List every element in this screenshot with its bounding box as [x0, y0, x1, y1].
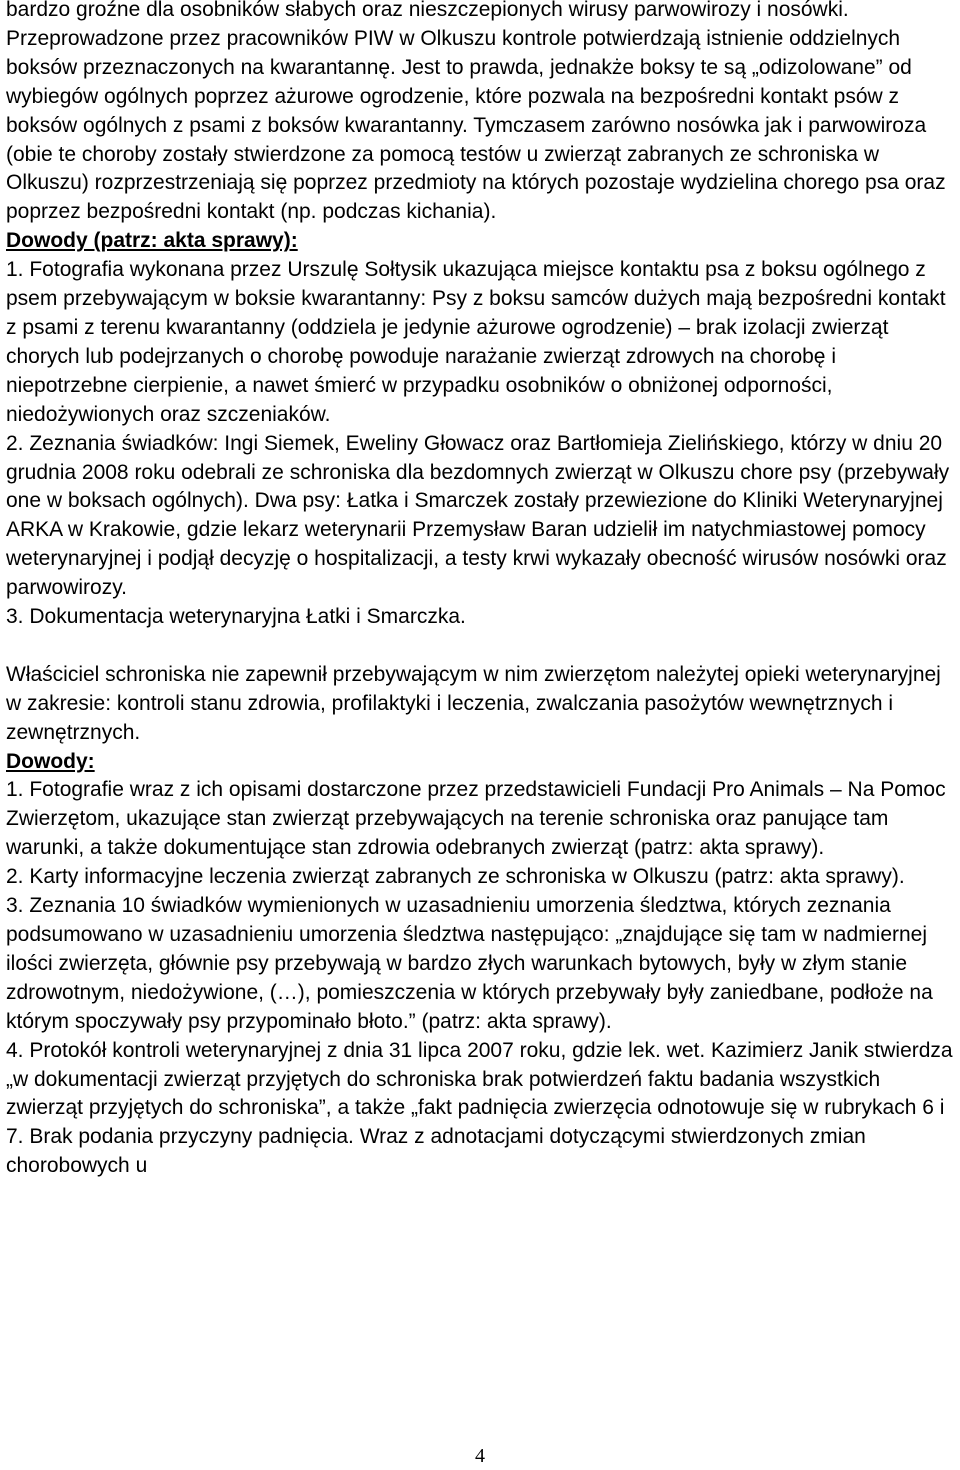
paragraph-gap [6, 632, 954, 661]
evidence-1-item-3: 3. Dokumentacja weterynaryjna Łatki i Smarczka. [6, 605, 466, 629]
intro-paragraph-2: Przeprowadzone przez pracowników PIW w Olkuszu kontrole potwierdzają istnienie oddzielnych boksów przeznaczonych na kwarantannę. Jest to prawda, jednakże boksy te są „odizolowane” od wybiegów ogólnych poprzez ażurowe ogrodzenie, które pozwala na bezpośredni kontakt psów z boksów ogólnych z psami z boksów kwarantanny. Tymczasem zarówno nosówka jak i parwowiroza (obie te choroby zostały stwierdzone za pomocą testów u zwierząt zabranych ze schroniska w Olkuszu) rozprzestrzeniają się poprzez przedmioty na których pozostaje wydzielina chorego psa oraz poprzez bezpośredni kontakt (np. podczas kichania). [6, 26, 946, 224]
page-number: 4 [475, 1445, 485, 1467]
evidence-2-item-1: 1. Fotografie wraz z ich opisami dostarczone przez przedstawicieli Fundacji Pro Animals – Na Pomoc Zwierzętom, ukazujące stan zwierząt przebywających na terenie schroniska oraz panujące tam warunki, a także dokumentujące stan zdrowia odebranych zwierząt (patrz: akta sprawy). [6, 778, 946, 860]
intro-paragraph-1: bardzo groźne dla osobników słabych oraz nieszczepionych wirusy parwowirozy i nosówki. [6, 0, 849, 21]
evidence-2-item-3: 3. Zeznania 10 świadków wymienionych w uzasadnieniu umorzenia śledztwa, których zeznania podsumowano w uzasadnieniu umorzenia śledztwa następująco: „znajdujące się tam w nadmiernej ilości zwierzęta, głównie psy przebywają w bardzo złych warunkach bytowych, były w złym stanie zdrowotnym, niedożywione, (…), pomieszczenia w których przebywały były zaniedbane, podłoże na którym spoczywały psy przypominało błoto.” (patrz: akta sprawy). [6, 894, 933, 1033]
evidence-2-item-4: 4. Protokół kontroli weterynaryjnej z dnia 31 lipca 2007 roku, gdzie lek. wet. Kazimierz Janik stwierdza „w dokumentacji zwierząt przyjętych do schroniska brak potwierdzeń faktu badania wszystkich zwierząt przyjętych do schroniska”, a także „fakt padnięcia zwierzęcia odnotowuje się w rubrykach 6 i 7. Brak podania przyczyny padnięcia. Wraz z adnotacjami dotyczącymi stwierdzonych zmian chorobowych u [6, 1038, 953, 1178]
statement-2: Właściciel schroniska nie zapewnił przebywającym w nim zwierzętom należytej opieki weterynaryjnej w zakresie: kontroli stanu zdrowia, profilaktyki i leczenia, zwalczania pasożytów wewnętrznych i zewnętrznych. [6, 662, 941, 744]
evidence-heading-1: Dowody (patrz: akta sprawy): [6, 229, 298, 253]
evidence-1-item-1: 1. Fotografia wykonana przez Urszulę Sołtysik ukazująca miejsce kontaktu psa z boksu ogólnego z psem przebywającym w boksie kwarantanny: Psy z boksu samców dużych mają bezpośredni kontakt z psami z terenu kwarantanny (oddziela je jedynie ażurowe ogrodzenie) – brak izolacji zwierząt chorych lub podejrzanych o chorobę powoduje narażanie zwierząt zdrowych na chorobę i niepotrzebne cierpienie, a nawet śmierć w przypadku osobników o obniżonej odporności, niedożywionych oraz szczeniaków. [6, 258, 946, 426]
evidence-1-item-2: 2. Zeznania świadków: Ingi Siemek, Eweliny Głowacz oraz Bartłomieja Zielińskiego, którzy w dniu 20 grudnia 2008 roku odebrali ze schroniska dla bezdomnych zwierząt w Olkuszu chore psy (przebywały one w boksach ogólnych). Dwa psy: Łatka i Smarczek zostały przewiezione do Kliniki Weterynaryjnej ARKA w Krakowie, gdzie lekarz weterynarii Przemysław Baran udzielił im natychmiastowej pomocy weterynaryjnej i podjął decyzję o hospitalizacji, a testy krwi wykazały obecność wirusów nosówki oraz parwowirozy. [6, 431, 950, 600]
evidence-2-item-2: 2. Karty informacyjne leczenia zwierząt zabranych ze schroniska w Olkuszu (patrz: akta sprawy). [6, 865, 905, 889]
document-body [6, 0, 954, 1181]
evidence-heading-2: Dowody: [6, 749, 95, 773]
